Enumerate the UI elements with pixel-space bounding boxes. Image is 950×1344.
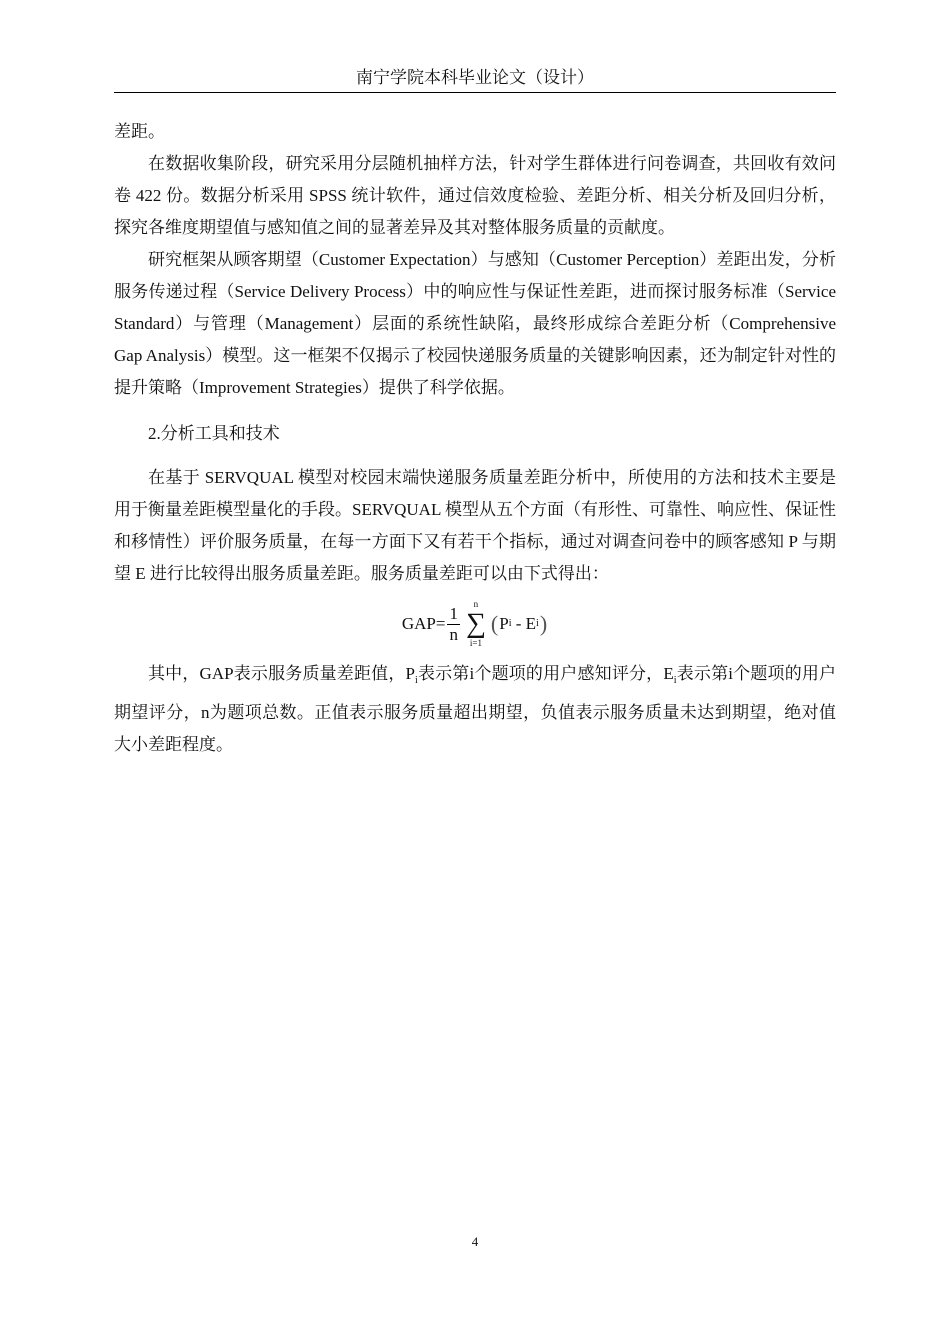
expl-p: P — [405, 664, 415, 683]
paragraph-continuation: 差距。 — [114, 122, 165, 141]
section-heading: 2.分析工具和技术 — [148, 424, 280, 443]
expl-text-6: 个题项的用户期望评分， — [114, 664, 837, 722]
formula-minus: - — [511, 614, 526, 633]
fraction-numerator: 1 — [449, 603, 458, 623]
sum-upper-limit: n — [473, 599, 479, 609]
gap-formula — [114, 590, 836, 658]
expl-i-1: i — [469, 664, 475, 683]
expl-text-4: 个题项的用户感知评分， — [474, 664, 664, 683]
page-body — [114, 116, 836, 761]
expl-text-7: 为题项总数。正值表示服务质量超出期望，负值表示服务质量未达到期望，绝对值大小差距程度。 — [114, 703, 837, 754]
expl-text-2: 表示服务质量差距值， — [233, 664, 406, 683]
expl-gap: GAP — [199, 664, 234, 683]
formula-p-subscript: i — [508, 618, 512, 629]
paren-close: ) — [539, 611, 548, 636]
paragraph-formula-explanation — [114, 658, 836, 761]
expl-e-subscript: i — [673, 675, 677, 686]
paren-open: ( — [490, 611, 499, 636]
paragraph-research-framework: 研究框架从顾客期望（Customer Expectation）与感知（Customer Perception）差距出发，分析服务传递过程（Service Delivery Process）中的响应性与保证性差距，进而探讨服务标准（Service Standard）与管理（Management）层面的系统性缺陷，最终形成综合差距分析（Comprehensive Gap Analysis）模型。这一框架不仅揭示了校园快递服务质量的关键影响因素，还为制定针对性的提升策略（Improvement Strategies）提供了科学依据。 — [114, 250, 836, 397]
fraction-denominator: n — [449, 624, 458, 644]
sum-lower-limit: i=1 — [469, 638, 482, 648]
paragraph-data-collection: 在数据收集阶段，研究采用分层随机抽样方法，针对学生群体进行问卷调查，共回收有效问卷 422 份。数据分析采用 SPSS 统计软件，通过信效度检验、差距分析、相关分析及回归分析，探究各维度期望值与感知值之间的显著差异及其对整体服务质量的贡献度。 — [114, 154, 836, 237]
expl-text-3: 表示第 — [417, 664, 470, 683]
formula-lhs: GAP= — [401, 614, 446, 633]
formula-p: P — [499, 614, 509, 633]
expl-text-1: 其中， — [148, 664, 200, 683]
expl-p-subscript: i — [414, 675, 418, 686]
header-rule — [114, 92, 836, 93]
expl-e: E — [663, 664, 674, 683]
summation — [466, 599, 486, 649]
expl-text-5: 表示第 — [676, 664, 729, 683]
formula-e: E — [525, 614, 537, 633]
sum-symbol: ∑ — [465, 608, 486, 639]
formula-e-subscript: i — [536, 618, 539, 629]
page-header-title: 南宁学院本科毕业论文（设计） — [356, 68, 594, 87]
expl-n: n — [201, 703, 210, 722]
expl-i-2: i — [728, 664, 733, 683]
paragraph-servqual: 在基于 SERVQUAL 模型对校园末端快递服务质量差距分析中，所使用的方法和技术主要是用于衡量差距模型量化的手段。SERVQUAL 模型从五个方面（有形性、可靠性、响应性、保证性和移情性）评价服务质量，在每一方面下又有若干个指标，通过对调查问卷中的顾客感知 P 与期望 E 进行比较得出服务质量差距。服务质量差距可以由下式得出： — [114, 468, 836, 583]
page-number: 4 — [471, 1234, 479, 1249]
formula-fraction — [447, 604, 460, 645]
